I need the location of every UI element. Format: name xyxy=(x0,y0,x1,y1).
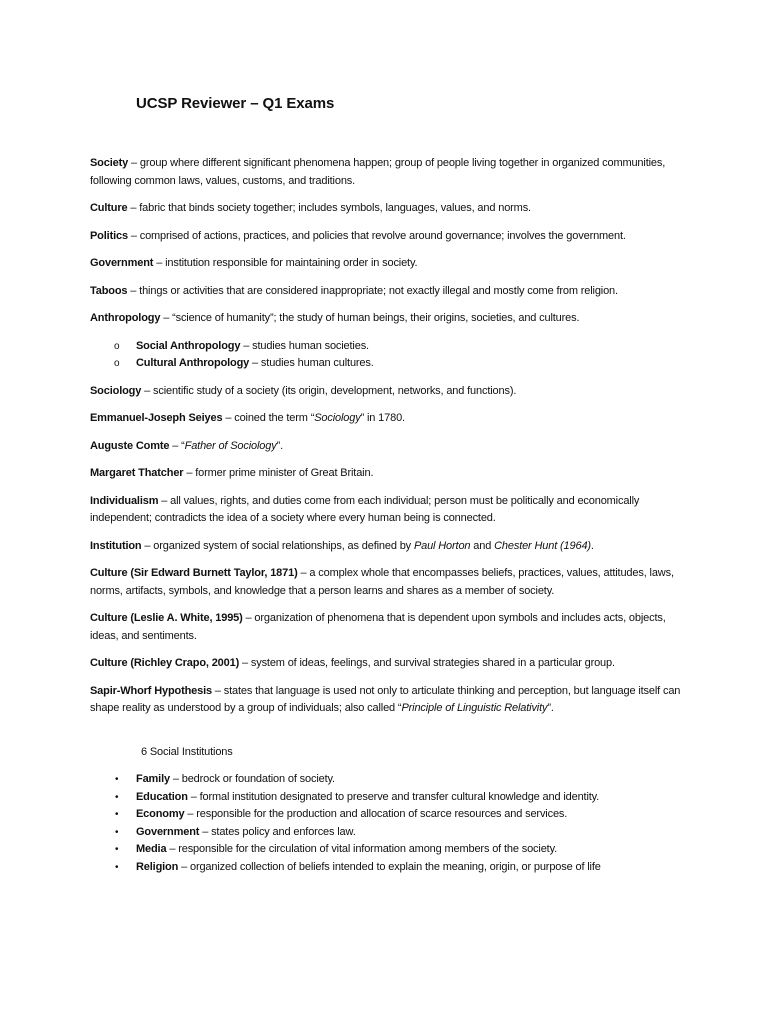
definition-text: – organized system of social relationships, as defined by xyxy=(141,539,414,552)
definition-seiyes xyxy=(90,410,690,428)
bullet-icon: • xyxy=(115,791,119,803)
definition-culture-crapo xyxy=(90,655,690,673)
bullet-icon: • xyxy=(115,844,119,855)
definition-text: – studies human societies. xyxy=(240,339,369,352)
definition-text: – responsible for the production and allocation of scarce resources and services. xyxy=(184,808,568,820)
definition-text: – states that language is used not only to articulate thinking and perception, but language itself can shape reality as understood by a group of individuals; also called “ xyxy=(90,684,681,714)
definition-text: – organized collection of beliefs intended to explain the meaning, origin, or purpose of life xyxy=(178,860,601,873)
bullet-icon: • xyxy=(115,826,119,838)
section-heading: 6 Social Institutions xyxy=(141,745,233,758)
italic-text: Father of Sociology xyxy=(184,439,277,452)
definition-government xyxy=(90,255,690,273)
anthropology-branch-list xyxy=(90,338,690,373)
term: Culture xyxy=(90,202,128,214)
definition-text: . xyxy=(590,539,594,552)
italic-text: Sociology xyxy=(314,412,361,424)
term: Education xyxy=(136,790,188,803)
definition-sapir-whorf xyxy=(90,683,690,718)
term: Government xyxy=(136,825,200,838)
definition-politics xyxy=(90,228,690,246)
list-item xyxy=(90,355,690,373)
bullet-icon: • xyxy=(115,774,119,785)
definition-text: – coined the term “ xyxy=(222,412,315,424)
term: Culture (Sir Edward Burnett Taylor, 1871) xyxy=(90,567,298,579)
list-item xyxy=(90,338,690,356)
definition-text: – “ xyxy=(169,439,185,452)
circle-bullet-icon: o xyxy=(114,358,120,369)
definition-text: – institution responsible for maintaining order in society. xyxy=(153,257,418,269)
term: Government xyxy=(90,257,154,269)
definition-culture-taylor xyxy=(90,565,690,600)
definition-society xyxy=(90,155,690,190)
term: Family xyxy=(136,773,170,785)
social-institutions-list xyxy=(90,771,690,876)
list-item xyxy=(90,841,690,859)
definition-text: and xyxy=(470,539,495,552)
definition-culture-white xyxy=(90,610,690,645)
definition-text: – former prime minister of Great Britain. xyxy=(183,467,374,479)
definition-text: – group where different significant phenomena happen; group of people living together in organized communities, following common laws, values, customs, and traditions. xyxy=(90,157,666,187)
italic-text: Principle of Linguistic Relativity xyxy=(401,702,548,714)
term: Margaret Thatcher xyxy=(90,467,184,479)
definition-text: – studies human cultures. xyxy=(249,357,374,369)
definition-thatcher xyxy=(90,465,690,483)
definition-text: – comprised of actions, practices, and policies that revolve around governance; involves the government. xyxy=(127,229,626,242)
term: Religion xyxy=(136,860,179,873)
definition-text: – “science of humanity”; the study of human beings, their origins, societies, and cultures. xyxy=(160,312,580,324)
definition-text: ” in 1780. xyxy=(360,412,405,424)
term: Sapir-Whorf Hypothesis xyxy=(90,684,212,697)
list-item xyxy=(90,806,690,824)
definition-anthropology xyxy=(90,310,690,328)
term: Culture (Leslie A. White, 1995) xyxy=(90,612,243,624)
term: Society xyxy=(90,157,129,169)
term: Sociology xyxy=(90,384,142,397)
bullet-icon: • xyxy=(115,809,119,820)
definition-text: – states policy and enforces law. xyxy=(199,825,356,838)
term: Auguste Comte xyxy=(90,439,170,452)
definition-text: ”. xyxy=(547,702,554,714)
term: Institution xyxy=(90,539,142,552)
term: Politics xyxy=(90,229,128,242)
term: Cultural Anthropology xyxy=(136,357,250,369)
definition-sociology xyxy=(90,383,690,401)
definition-text: – things or activities that are considered inappropriate; not exactly illegal and mostly come from religion. xyxy=(127,284,618,297)
definition-text: – organization of phenomena that is dependent upon symbols and includes acts, objects, ideas, and sentiments. xyxy=(90,612,666,642)
list-item xyxy=(90,859,690,877)
circle-bullet-icon: o xyxy=(114,340,120,352)
term: Individualism xyxy=(90,494,159,507)
definition-text: – a complex whole that encompasses beliefs, practices, values, attitudes, laws, norms, artifacts, symbols, and knowledge that a person learns and shares as a member of society. xyxy=(90,567,674,597)
list-item xyxy=(90,789,690,807)
definition-text: – fabric that binds society together; includes symbols, languages, values, and norms. xyxy=(127,202,531,214)
definition-culture xyxy=(90,200,690,218)
term: Anthropology xyxy=(90,312,161,324)
definition-text: – responsible for the circulation of vital information among members of the society. xyxy=(166,843,558,855)
definition-text: – formal institution designated to preserve and transfer cultural knowledge and identity. xyxy=(187,790,600,803)
definition-institution xyxy=(90,538,690,556)
list-item xyxy=(90,824,690,842)
definition-individualism xyxy=(90,493,690,528)
document-body xyxy=(90,155,690,876)
italic-text: Paul Horton xyxy=(413,539,471,552)
term: Culture (Richley Crapo, 2001) xyxy=(90,657,240,669)
definition-text: – bedrock or foundation of society. xyxy=(169,773,335,785)
italic-text: Chester Hunt (1964) xyxy=(494,539,591,552)
definition-text: – system of ideas, feelings, and survival strategies shared in a particular group. xyxy=(239,657,615,669)
term: Emmanuel-Joseph Seiyes xyxy=(90,412,223,424)
term: Social Anthropology xyxy=(136,339,241,352)
term: Economy xyxy=(136,808,185,820)
definition-text: ”. xyxy=(276,439,283,452)
bullet-icon: • xyxy=(115,861,119,873)
definition-text: – scientific study of a society (its origin, development, networks, and functions). xyxy=(141,384,517,397)
definition-comte xyxy=(90,438,690,456)
term: Media xyxy=(136,843,167,855)
document-title: UCSP Reviewer – Q1 Exams xyxy=(136,95,335,112)
list-item xyxy=(90,771,690,789)
definition-taboos xyxy=(90,283,690,301)
definition-text: – all values, rights, and duties come from each individual; person must be politically and economically independent; contradicts the idea of a society where every human being is connected. xyxy=(90,494,640,524)
term: Taboos xyxy=(90,284,128,297)
